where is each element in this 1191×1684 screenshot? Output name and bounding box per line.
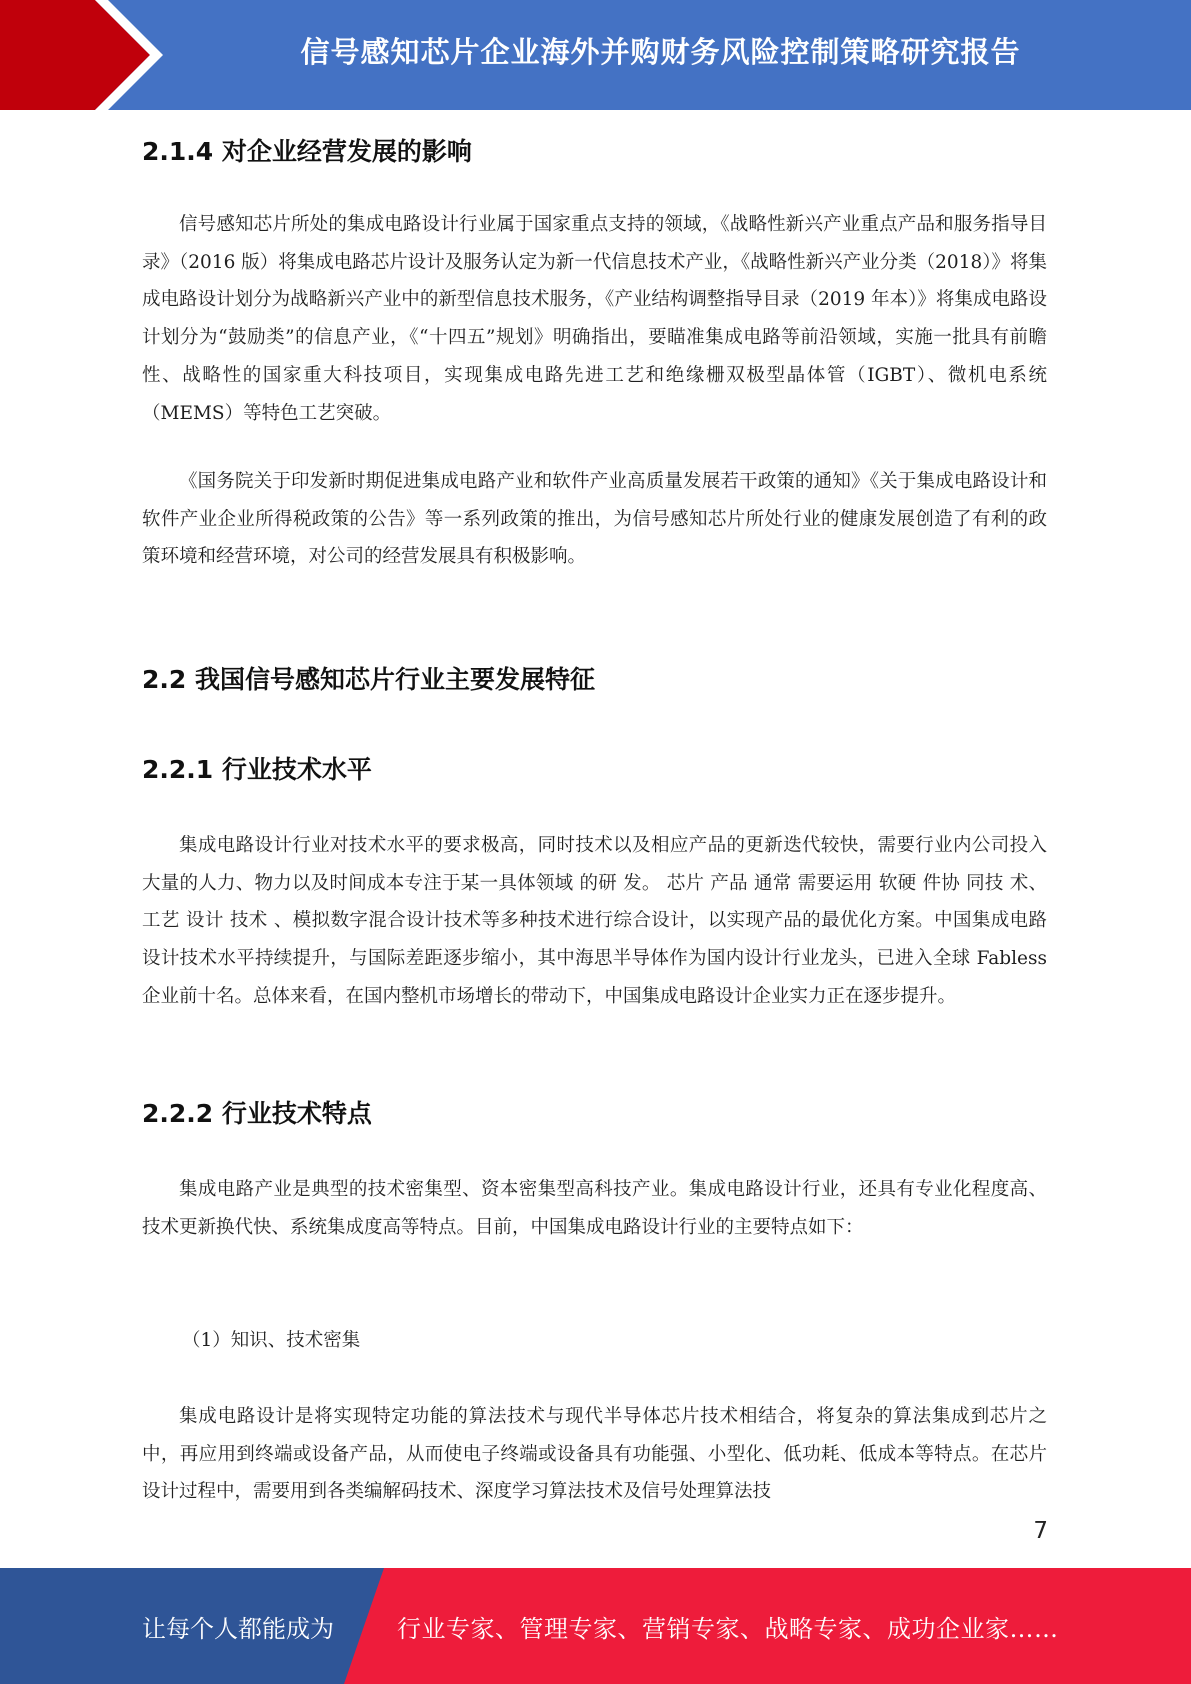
page-header: [0, 0, 1191, 110]
page-number: 7: [1033, 1518, 1048, 1544]
heading-2-1-4: 2.1.4 对企业经营发展的影响: [142, 137, 472, 166]
footer-slogan-left: 让每个人都能成为: [142, 1614, 334, 1643]
paragraph: 《国务院关于印发新时期促进集成电路产业和软件产业高质量发展若干政策的通知》《关于集成电路设计和软件产业企业所得税政策的公告》等一系列政策的推出，为信号感知芯片所处行业的健康发展创造了有利的政策环境和经营环境，对公司的经营发展具有积极影响。: [142, 471, 1047, 568]
header-title: 信号感知芯片企业海外并购财务风险控制策略研究报告: [300, 34, 1021, 69]
heading-2-2: 2.2 我国信号感知芯片行业主要发展特征: [142, 665, 595, 694]
page-footer: [0, 1568, 1191, 1684]
list-item: （1）知识、技术密集: [182, 1330, 361, 1351]
heading-2-2-2: 2.2.2 行业技术特点: [142, 1099, 372, 1128]
heading-2-2-1: 2.2.1 行业技术水平: [142, 755, 372, 784]
paragraph: 集成电路产业是典型的技术密集型、资本密集型高科技产业。集成电路设计行业，还具有专业化程度高、技术更新换代快、系统集成度高等特点。目前，中国集成电路设计行业的主要特点如下：: [142, 1179, 1047, 1238]
paragraph: 集成电路设计是将实现特定功能的算法技术与现代半导体芯片技术相结合，将复杂的算法集成到芯片之中，再应用到终端或设备产品，从而使电子终端或设备具有功能强、小型化、低功耗、低成本等特点。在芯片设计过程中，需要用到各类编解码技术、深度学习算法技术及信号处理算法技: [142, 1406, 1047, 1503]
footer-slogan-right: 行业专家、管理专家、营销专家、战略专家、成功企业家……: [397, 1614, 1059, 1643]
paragraph: 集成电路设计行业对技术水平的要求极高，同时技术以及相应产品的更新迭代较快，需要行业内公司投入大量的人力、物力以及时间成本专注于某一具体领域 的研 发。 芯片 产品 通常 需要运用 软硬 件协 同技 术、 工艺 设计 技术 、模拟数字混合设计技术等多种技术进行综合设计，以实现产品的最优化方案。中国集成电路设计技术水平持续提升，与国际差距逐步缩小，其中海思半导体作为国内设计行业龙头，已进入全球 Fabless 企业前十名。总体来看，在国内整机市场增长的带动下，中国集成电路设计企业实力正在逐步提升。: [142, 835, 1047, 1007]
paragraph: 信号感知芯片所处的集成电路设计行业属于国家重点支持的领域，《战略性新兴产业重点产品和服务指导目录》（2016 版）将集成电路芯片设计及服务认定为新一代信息技术产业，《战略性新兴产业分类（2018）》将集成电路设计划分为战略新兴产业中的新型信息技术服务，《产业结构调整指导目录（2019 年本）》将集成电路设计划分为“鼓励类”的信息产业，《“十四五”规划》明确指出，要瞄准集成电路等前沿领域，实施一批具有前瞻性、战略性的国家重大科技项目，实现集成电路先进工艺和绝缘栅双极型晶体管（IGBT）、微机电系统（MEMS）等特色工艺突破。: [142, 214, 1047, 424]
